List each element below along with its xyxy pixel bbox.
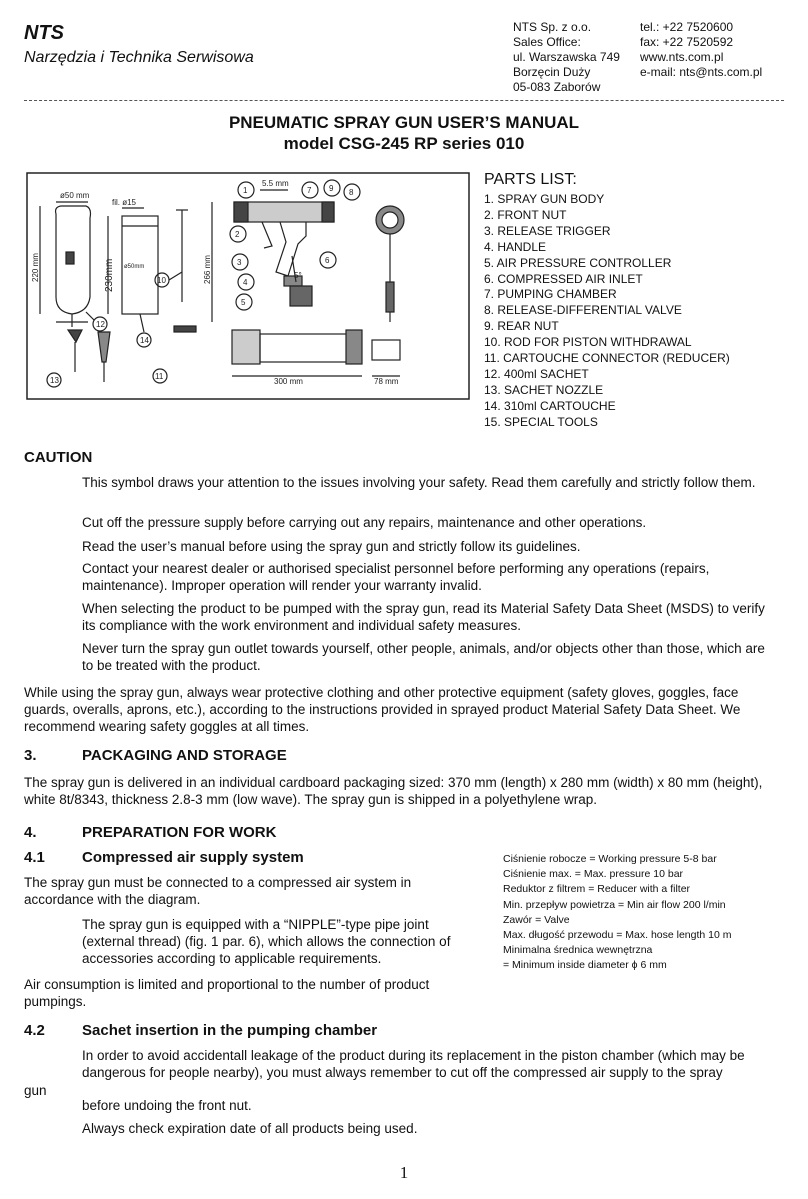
section-4-1-paragraph-2: The spray gun is equipped with a “NIPPLE”-type pipe joint (external thread) (fig. 1 par. 6), which allows the connection of accessories according to applicable requirements. xyxy=(82,917,451,966)
part-item: 14. 310ml CARTOUCHE xyxy=(484,398,616,413)
svg-text:10: 10 xyxy=(157,276,166,285)
dim-220mm: 220 mm xyxy=(31,253,40,282)
section-4-1-paragraph-3: Air consumption is limited and proportional to the number of product pumpings. xyxy=(24,977,430,1009)
dim-fil-15: fil. ø15 xyxy=(112,198,137,207)
email-link[interactable]: e-mail: nts@nts.com.pl xyxy=(640,65,763,79)
town: Borzęcin Duży xyxy=(513,65,591,79)
header-divider xyxy=(24,100,784,101)
svg-text:3: 3 xyxy=(237,258,242,267)
parts-list-items xyxy=(484,192,730,431)
dim-78mm: 78 mm xyxy=(374,377,399,386)
legend-item: Zawór = Valve xyxy=(503,913,570,926)
part-item: 12. 400ml SACHET xyxy=(484,366,589,381)
caution-heading: CAUTION xyxy=(24,449,93,466)
section-4-1-heading: Compressed air supply system xyxy=(82,849,304,866)
svg-text:1: 1 xyxy=(243,186,248,195)
spray-gun-diagram xyxy=(26,172,470,400)
section-3-number: 3. xyxy=(24,747,37,764)
dim-266mm: 266 mm xyxy=(203,255,212,284)
section-3-text: The spray gun is delivered in an individual cardboard packaging sized: 370 mm (length) x 280 mm (width) x 80 mm (height), white 8t/8343, thickness 2.8-3 mm (low wave). The spray gun is shipped in a polyethylene wrap. xyxy=(24,775,763,807)
phone: tel.: +22 7520600 xyxy=(640,20,734,34)
page-number: 1 xyxy=(399,1163,409,1182)
section-4-2-paragraph-2: Always check expiration date of all products being used. xyxy=(82,1121,418,1136)
section-4-2-paragraph-1-end: before undoing the front nut. xyxy=(82,1098,252,1113)
svg-text:4: 4 xyxy=(243,278,248,287)
part-item: 2. FRONT NUT xyxy=(484,207,567,222)
svg-text:8: 8 xyxy=(349,188,354,197)
brand-block xyxy=(24,22,254,67)
dim-230mm: 230mm xyxy=(104,258,115,292)
caution-paragraph-4: Contact your nearest dealer or authorised specialist personnel before performing any operations (repairs, maintenance). Improper operation will render your warranty invalid. xyxy=(82,561,710,593)
legend-item: Ciśnienie robocze = Working pressure 5-8 bar xyxy=(503,853,717,865)
svg-text:6: 6 xyxy=(325,256,330,265)
svg-text:13: 13 xyxy=(50,376,59,385)
sales-office-label: Sales Office: xyxy=(513,35,581,49)
part-item: 6. COMPRESSED AIR INLET xyxy=(484,271,643,286)
part-item: 1. SPRAY GUN BODY xyxy=(484,192,605,206)
part-item: 15. SPECIAL TOOLS xyxy=(484,414,598,429)
parts-list xyxy=(484,171,730,431)
dim-300mm: 300 mm xyxy=(274,377,303,386)
street: ul. Warszawska 749 xyxy=(513,50,620,64)
svg-text:7: 7 xyxy=(307,186,312,195)
legend-item: Minimalna średnica wewnętrzna xyxy=(503,944,653,957)
caution-paragraph-2: Cut off the pressure supply before carrying out any repairs, maintenance and other operations. xyxy=(82,515,647,530)
document-title xyxy=(0,112,808,154)
safety-equipment-paragraph: While using the spray gun, always wear protective clothing and other protective equipment (safety gloves, goggles, face guards, overalls, aprons, etc.), according to the instructions provided in sprayed product Material Safety Data Sheet. We recommend wearing safety goggles at all times. xyxy=(24,685,741,734)
part-item: 10. ROD FOR PISTON WITHDRAWAL xyxy=(484,335,692,350)
section-3-heading: PACKAGING AND STORAGE xyxy=(82,747,287,764)
postcode: 05-083 Zaborów xyxy=(513,80,601,94)
website-link[interactable]: www.nts.com.pl xyxy=(640,50,724,64)
part-item: 13. SACHET NOZZLE xyxy=(484,382,604,397)
section-4-1-paragraph-1: The spray gun must be connected to a compressed air system in accordance with the diagram. xyxy=(24,875,412,907)
part-item: 9. REAR NUT xyxy=(484,319,559,334)
section-4-2-gun-word: gun xyxy=(24,1083,47,1098)
part-item: 7. PUMPING CHAMBER xyxy=(484,287,617,302)
title-line-2: model CSG-245 RP series 010 xyxy=(283,134,525,153)
section-4-1-number: 4.1 xyxy=(24,849,45,866)
company-address xyxy=(513,20,620,95)
caution-paragraph-3: Read the user’s manual before using the spray gun and strictly follow its guidelines. xyxy=(82,539,581,554)
part-item: 3. RELEASE TRIGGER xyxy=(484,223,611,238)
dim-5deg: 5° xyxy=(294,271,302,280)
fax: fax: +22 7520592 xyxy=(640,35,734,49)
section-4-2-paragraph-1: In order to avoid accidentall leakage of the product during its replacement in the piston chamber (which may be dangerous for people nearby), you must always remember to cut off the compressed air supply to the spray xyxy=(82,1048,745,1080)
caution-paragraph-1: This symbol draws your attention to the issues involving your safety. Read them carefully and strictly follow them. xyxy=(82,475,756,490)
dim-5-5mm: 5.5 mm xyxy=(262,179,289,188)
svg-text:14: 14 xyxy=(140,336,149,345)
part-item: 8. RELEASE-DIFFERENTIAL VALVE xyxy=(484,303,682,318)
brand-subtitle: Narzędzia i Technika Serwisowa xyxy=(24,49,254,66)
svg-text:11: 11 xyxy=(155,372,164,381)
legend-item: Ciśnienie max. = Max. pressure 10 bar xyxy=(503,868,684,881)
svg-text:2: 2 xyxy=(235,230,240,239)
legend-item: = Minimum inside diameter ϕ 6 mm xyxy=(503,959,667,972)
company-contacts xyxy=(640,20,762,80)
svg-text:9: 9 xyxy=(329,184,334,193)
dim-50mm-inner: ø50mm xyxy=(124,264,145,270)
parts-list-title: PARTS LIST: xyxy=(484,171,577,188)
part-item: 4. HANDLE xyxy=(484,239,547,254)
title-line-1: PNEUMATIC SPRAY GUN USER’S MANUAL xyxy=(228,113,580,132)
company-name: NTS Sp. z o.o. xyxy=(513,20,592,34)
svg-text:5: 5 xyxy=(241,298,246,307)
legend-item: Min. przepływ powietrza = Min air flow 200 l/min xyxy=(503,898,726,911)
brand-name: NTS xyxy=(24,22,64,44)
part-item: 11. CARTOUCHE CONNECTOR (REDUCER) xyxy=(484,351,730,366)
section-4-heading: PREPARATION FOR WORK xyxy=(82,824,277,841)
caution-paragraph-6: Never turn the spray gun outlet towards yourself, other people, animals, and/or objects other than those, which are to be treated with the product. xyxy=(82,641,765,673)
legend-item: Max. długość przewodu = Max. hose length 10 m xyxy=(503,929,732,942)
section-4-2-number: 4.2 xyxy=(24,1022,45,1039)
part-item: 5. AIR PRESSURE CONTROLLER xyxy=(484,255,672,270)
section-4-2-heading: Sachet insertion in the pumping chamber xyxy=(82,1022,378,1039)
caution-paragraph-5: When selecting the product to be pumped with the spray gun, read its Material Safety Data Sheet (MSDS) to verify its compliance with the work environment and individual safety measures. xyxy=(82,601,765,633)
section-4-number: 4. xyxy=(24,824,37,841)
legend-item: Reduktor z filtrem = Reducer with a filter xyxy=(503,883,691,896)
air-supply-legend xyxy=(503,852,732,974)
dim-50mm: ø50 mm xyxy=(60,191,90,200)
svg-text:12: 12 xyxy=(96,320,105,329)
